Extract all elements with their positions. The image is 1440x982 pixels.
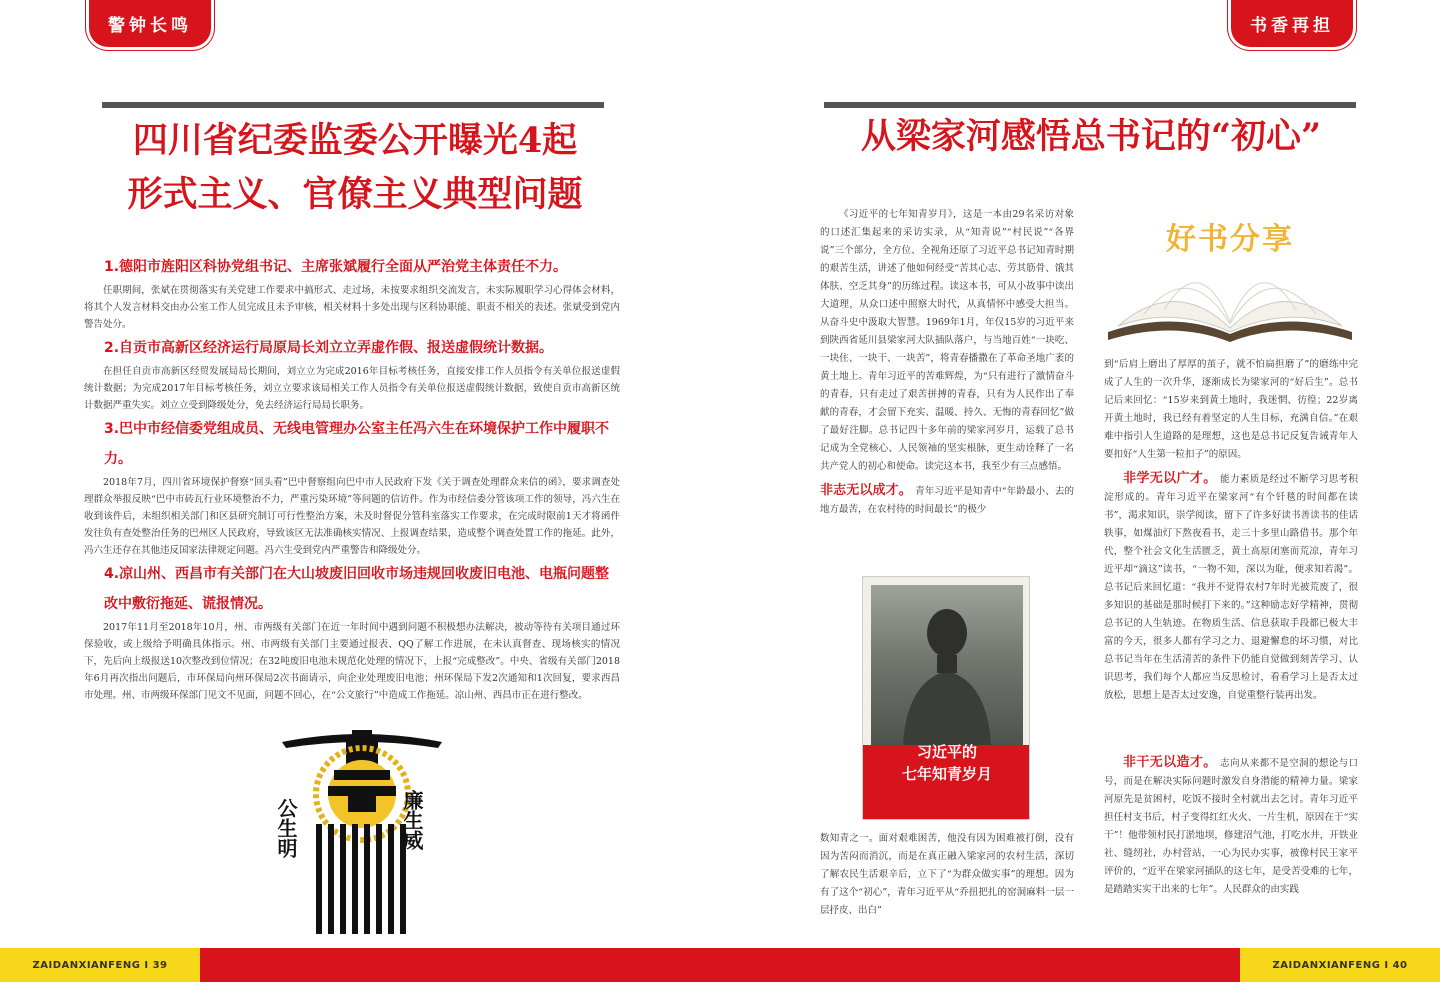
case-body: 2018年7月，四川省环境保护督察“回头看”巴中督察组向巴中市人民政府下发《关于调查处理群众来信的函》，要求调查处理群众举报反映“巴中市砖瓦行业环境整治不力，严重污染环境”等问题的信访件。作为市经信委分管该项工作的领导，冯六生在收到该件后，未组织相关部门和区县研究制订可行性整治方案，未及时督促分管科室落实工作要求，在完成时限前1天才将函件发往负有查处整治任务的巴州区人民政府，导致该区无法准确核实情况、上报调查结果，造成整个调查处置工作的拖延。此外，冯六生还存在其他违反国家法律规定问题。冯六生受到党内严重警告和降级处分。 (84, 477, 620, 556)
left-title-line2: 形式主义、官僚主义典型问题 (127, 174, 583, 215)
section-heading: 非干无以造才。 (1123, 755, 1217, 770)
article-column-2b (1104, 754, 1358, 899)
book-share-label: 好书分享 (1166, 222, 1294, 257)
section-body: 到“后肩上磨出了厚厚的茧子，就不怕扁担磨了”的磨练中完成了人生的一次升华，逐渐成长为梁家河的“好后生”。总书记后来回忆：“15岁来到黄土地时，我迷惘、彷徨；22岁离开黄土地时，我已经有着坚定的人生目标，充满自信。”在艰难中指引人生道路的是理想，这也是总书记反复告诫青年人要扣好“人生第一粒扣子”的原因。 (1104, 359, 1358, 460)
article-column-2 (1104, 356, 1358, 705)
open-book-icon (1104, 214, 1356, 348)
case-item (84, 333, 620, 414)
footer-page-left: ZAIDANXIANFENG I 39 (0, 948, 200, 982)
section-tab-left: 警钟长鸣 (86, 0, 214, 50)
case-item (84, 252, 620, 333)
case-body: 2017年11月至2018年10月，州、市两级有关部门在近一年时间中遇到问题不积极想办法解决，被动等待有关项目通过环保验收，或上级给予明确具体指示。州、市两级有关部门主要通过报表、QQ了解工作进展，在未认真督查、现场核实的情况下，先后向上级报送10次整改到位情况；在32吨废旧电池未规范化处理的情况下，上报“完成整改”。中央、省级有关部门2018年6月再次指出问题后，市环保局向州环保局2次书面请示，向企业处理废旧电池；州环保局下发2次通知和1次回复，要求西昌市处理。州、市两级环保部门见文不见面，问题不回心，在“公文旅行”中造成工作拖延。凉山州、西昌市正在进行整改。 (84, 622, 620, 701)
case-item (84, 559, 620, 704)
section-body: 青年习近平是知青中“年龄最小、去的地方最苦，在农村待的时间最长”的极少 (820, 486, 1074, 515)
cover-title-line2: 七年知青岁月 (901, 765, 992, 783)
case-heading: 2.自贡市高新区经济运行局原局长刘立立弄虚作假、报送虚假统计数据。 (104, 340, 554, 356)
section-heading: 非学无以广才。 (1123, 471, 1217, 486)
integrity-seal-illustration (262, 730, 462, 940)
book-cover (862, 576, 1030, 820)
portrait-figure (863, 577, 1030, 747)
footer-bar (0, 948, 1440, 982)
title-rule-right (824, 102, 1356, 108)
article-intro: 《习近平的七年知青岁月》，这是一本由29名采访对象的口述汇集起来的采访实录，从“知青说”“村民说”“各界说”三个部分，全方位、全视角还原了习近平总书记知青时期的艰苦生活，讲述了他如何经受“苦其心志、劳其筋骨、饿其体肤、空乏其身”的历练过程。读这本书，可从小故事中读出大道理，从众口述中照察大时代，从真情怀中感受大担当。从奋斗史中汲取大智慧。1969年1月，年仅15岁的习近平来到陕西省延川县梁家河大队插队落户，与当地百姓“一块吃、一块住、一块干、一块苦”，将青春播撒在了革命圣地广袤的黄土地上。青年习近平的苦难辉煌，为“只有进行了激情奋斗的青春，只有走过了艰苦拼搏的青春，只有为人民作出了奉献的青春，才会留下充实、温暖、持久、无悔的青春回忆”做了最好注脚。总书记四十多年前的梁家河岁月，运载了总书记成为全党核心、人民领袖的坚实根脉，更生动诠释了一名共产党人的初心和使命。读完这本书，我至少有三点感悟。 (820, 209, 1074, 472)
cover-title-line1: 习近平的 (916, 743, 977, 761)
title-rule-left (102, 102, 604, 108)
case-heading: 4.凉山州、西昌市有关部门在大山坡废旧回收市场违规回收废旧电池、电瓶问题整改中敷衍拖延、谎报情况。 (104, 566, 610, 612)
left-page-title (100, 114, 610, 222)
section-body: 数知青之一。面对艰难困苦，他没有因为困难被打倒，没有因为苦闷而消沉，而是在真正融入梁家河的农村生活，深切了解农民生活艰辛后，立下了“为群众做实事”的理想。因为有了这个“初心”，青年习近平从“乔扭把扎的窑洞麻料一层一层抒皮、出白” (820, 833, 1074, 916)
book-share-banner (1104, 214, 1356, 348)
left-title-line1: 四川省纪委监委公开曝光4起 (132, 120, 578, 161)
case-item (84, 414, 620, 559)
section-heading: 非志无以成才。 (820, 483, 912, 498)
case-heading: 1.德阳市旌阳区科协党组书记、主席张斌履行全面从严治党主体责任不力。 (104, 259, 568, 275)
case-list (84, 252, 620, 704)
case-body: 在担任自贡市高新区经贸发展局局长期间，刘立立为完成2016年目标考核任务，直接安排工作人员指令有关单位报送虚假统计数据；为完成2017年目标考核任务，刘立立要求该局相关工作人员指令有关单位报送虚假统计数据，致使自贡市高新区统计数据严重失实。刘立立受到降级处分，免去经济运行局局长职务。 (84, 366, 620, 411)
right-page-title: 从梁家河感悟总书记的“初心” (860, 116, 1322, 157)
section-tab-right: 书香再担 (1228, 0, 1356, 50)
section-body: 志向从来都不是空洞的想论与口号，而是在解决实际问题时激发自身潜能的精神力量。梁家河原先是贫困村，吃饭不接时全村就出去乞讨。青年习近平担任村支书后，村子变得红红火火、一片生机，原因在于“实干”！他带领村民打淤地坝，修建沼气池，打吃水井，开铁业社、缝纫社，办村营站，一心为民办实事，被像村民王家平评价的，“近平在梁家河插队的这七年，是受苦受难的七年，是踏踏实实干出来的七年”。人民群众的由实践 (1104, 758, 1358, 895)
seal-left-text: 公生明 (274, 798, 298, 858)
section-body: 能力素质是经过不断学习思考积淀形成的。青年习近平在梁家河“有个钎毯的时间都在读书”，渴求知识，崇学阅读，留下了许多好读书善读书的佳话轶事，如煤油灯下熬夜看书，走三十多里山路借书。那个年代，整个社会文化生活匮乏，黄土高原闭塞而荒凉，青年习近平却“滴这”读书，“一物不知，深以为耻，便求知若渴”。总书记后来回忆道：“我并不觉得农村7年时光被荒废了，很多知识的基础是那时候打下来的。”这种励志好学精神，贯彻总书记的人生轨迹。在物质生活、信息获取手段都已极大丰富的今天，很多人都有学习之力、退避懈怠的坏习惯，对比总书记当年在生活清苦的条件下仍能自觉做到刻苦学习、认识思考，我们每个人都应当反思检讨，看看学习上是否太过放松，思想上是否太过安逸，自觉重整行装再出发。 (1104, 474, 1358, 701)
article-column-1 (820, 206, 1074, 519)
case-body: 任职期间，张斌在贯彻落实有关党建工作要求中搞形式、走过场，未按要求组织交流发言，未实际履职学习心得体会材料，将其个人发言材料交由办公室工作人员完成且未予审核，相关材料十多处出现与区科协职能、职责不相关的表述。张斌受到党内警告处分。 (84, 285, 620, 330)
article-column-1b (820, 830, 1074, 920)
case-heading: 3.巴中市经信委党组成员、无线电管理办公室主任冯六生在环境保护工作中履职不力。 (104, 421, 610, 467)
footer-page-right: ZAIDANXIANFENG I 40 (1240, 948, 1440, 982)
seal-right-text: 廉生威 (400, 790, 424, 850)
